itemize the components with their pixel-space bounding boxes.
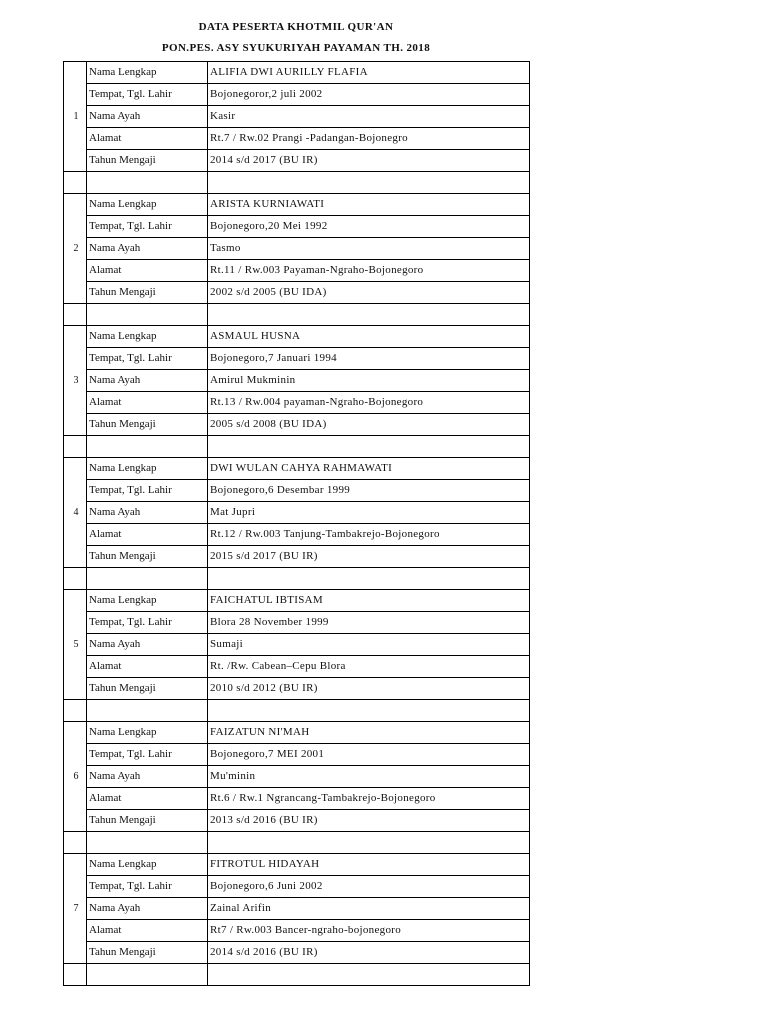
- field-label: Nama Ayah: [87, 634, 208, 656]
- table-row: [64, 656, 530, 678]
- field-value: Kasir: [208, 106, 530, 128]
- table-row: [64, 634, 530, 656]
- empty-cell: [64, 964, 87, 986]
- field-value: Bojonegoro,6 Desembar 1999: [208, 480, 530, 502]
- separator-row: [64, 568, 530, 590]
- table-row: [64, 942, 530, 964]
- field-value: Mu'minin: [208, 766, 530, 788]
- field-value: ALIFIA DWI AURILLY FLAFIA: [208, 62, 530, 84]
- participants-table: [63, 61, 530, 986]
- table-row: [64, 150, 530, 172]
- empty-cell: [87, 436, 208, 458]
- table-row: [64, 788, 530, 810]
- empty-cell: [208, 436, 530, 458]
- document-subtitle: PON.PES. ASY SYUKURIYAH PAYAMAN TH. 2018: [161, 42, 431, 54]
- field-label: Tempat, Tgl. Lahir: [87, 84, 208, 106]
- empty-cell: [64, 304, 87, 326]
- field-label: Alamat: [87, 392, 208, 414]
- table-row: [64, 62, 530, 84]
- field-value: 2014 s/d 2016 (BU IR): [208, 942, 530, 964]
- empty-cell: [87, 832, 208, 854]
- field-label: Tahun Mengaji: [87, 150, 208, 172]
- empty-cell: [87, 172, 208, 194]
- field-value: Rt. /Rw. Cabean–Cepu Blora: [208, 656, 530, 678]
- participant-number: 1: [64, 62, 87, 172]
- field-value: Mat Jupri: [208, 502, 530, 524]
- field-label: Nama Lengkap: [87, 590, 208, 612]
- participant-number: 6: [64, 722, 87, 832]
- empty-cell: [208, 304, 530, 326]
- table-row: [64, 766, 530, 788]
- table-row: [64, 106, 530, 128]
- table-row: [64, 876, 530, 898]
- field-label: Tempat, Tgl. Lahir: [87, 348, 208, 370]
- field-label: Nama Lengkap: [87, 194, 208, 216]
- participant-number: 5: [64, 590, 87, 700]
- table-row: [64, 370, 530, 392]
- empty-cell: [64, 568, 87, 590]
- field-label: Tahun Mengaji: [87, 942, 208, 964]
- field-label: Alamat: [87, 788, 208, 810]
- document-title: DATA PESERTA KHOTMIL QUR'AN: [198, 21, 394, 33]
- table-row: [64, 744, 530, 766]
- separator-row: [64, 832, 530, 854]
- empty-cell: [208, 568, 530, 590]
- field-label: Nama Ayah: [87, 238, 208, 260]
- table-row: [64, 238, 530, 260]
- table-row: [64, 898, 530, 920]
- separator-row: [64, 172, 530, 194]
- empty-cell: [87, 700, 208, 722]
- empty-cell: [87, 304, 208, 326]
- field-value: DWI WULAN CAHYA RAHMAWATI: [208, 458, 530, 480]
- empty-cell: [87, 568, 208, 590]
- field-label: Nama Lengkap: [87, 62, 208, 84]
- field-value: Rt.6 / Rw.1 Ngrancang-Tambakrejo-Bojonegoro: [208, 788, 530, 810]
- field-value: Rt.11 / Rw.003 Payaman-Ngraho-Bojonegoro: [208, 260, 530, 282]
- empty-cell: [208, 964, 530, 986]
- field-value: 2014 s/d 2017 (BU IR): [208, 150, 530, 172]
- field-value: 2002 s/d 2005 (BU IDA): [208, 282, 530, 304]
- field-label: Alamat: [87, 524, 208, 546]
- table-row: [64, 502, 530, 524]
- table-row: [64, 326, 530, 348]
- participant-number: 7: [64, 854, 87, 964]
- table-row: [64, 480, 530, 502]
- separator-row: [64, 436, 530, 458]
- field-label: Tempat, Tgl. Lahir: [87, 480, 208, 502]
- field-label: Alamat: [87, 128, 208, 150]
- field-label: Nama Ayah: [87, 370, 208, 392]
- table-row: [64, 590, 530, 612]
- table-row: [64, 282, 530, 304]
- empty-cell: [87, 964, 208, 986]
- empty-cell: [208, 832, 530, 854]
- field-label: Tempat, Tgl. Lahir: [87, 216, 208, 238]
- field-value: Bojonegoro,7 Januari 1994: [208, 348, 530, 370]
- field-label: Nama Ayah: [87, 766, 208, 788]
- field-label: Tahun Mengaji: [87, 282, 208, 304]
- separator-row: [64, 304, 530, 326]
- field-value: ARISTA KURNIAWATI: [208, 194, 530, 216]
- field-value: Rt7 / Rw.003 Bancer-ngraho-bojonegoro: [208, 920, 530, 942]
- field-value: Tasmo: [208, 238, 530, 260]
- empty-cell: [64, 832, 87, 854]
- field-value: Bojonegoro,6 Juni 2002: [208, 876, 530, 898]
- table-row: [64, 392, 530, 414]
- participant-number: 2: [64, 194, 87, 304]
- empty-cell: [208, 700, 530, 722]
- table-row: [64, 216, 530, 238]
- field-label: Nama Ayah: [87, 898, 208, 920]
- participant-number: 3: [64, 326, 87, 436]
- empty-cell: [208, 172, 530, 194]
- field-value: Amirul Mukminin: [208, 370, 530, 392]
- table-row: [64, 348, 530, 370]
- table-row: [64, 84, 530, 106]
- separator-row: [64, 700, 530, 722]
- field-value: Zainal Arifin: [208, 898, 530, 920]
- field-value: 2013 s/d 2016 (BU IR): [208, 810, 530, 832]
- table-row: [64, 194, 530, 216]
- table-row: [64, 920, 530, 942]
- field-label: Nama Ayah: [87, 106, 208, 128]
- table-row: [64, 612, 530, 634]
- table-row: [64, 810, 530, 832]
- field-value: Rt.13 / Rw.004 payaman-Ngraho-Bojonegoro: [208, 392, 530, 414]
- field-value: 2015 s/d 2017 (BU IR): [208, 546, 530, 568]
- field-label: Nama Lengkap: [87, 458, 208, 480]
- field-label: Nama Lengkap: [87, 854, 208, 876]
- field-value: 2010 s/d 2012 (BU IR): [208, 678, 530, 700]
- field-value: Sumaji: [208, 634, 530, 656]
- field-value: Blora 28 November 1999: [208, 612, 530, 634]
- field-label: Nama Lengkap: [87, 326, 208, 348]
- table-row: [64, 524, 530, 546]
- table-row: [64, 546, 530, 568]
- table-row: [64, 260, 530, 282]
- field-label: Tempat, Tgl. Lahir: [87, 744, 208, 766]
- field-value: ASMAUL HUSNA: [208, 326, 530, 348]
- field-value: Bojonegoro,7 MEI 2001: [208, 744, 530, 766]
- field-value: Rt.7 / Rw.02 Prangi -Padangan-Bojonegro: [208, 128, 530, 150]
- table-row: [64, 678, 530, 700]
- field-label: Nama Lengkap: [87, 722, 208, 744]
- empty-cell: [64, 700, 87, 722]
- field-label: Tahun Mengaji: [87, 414, 208, 436]
- field-label: Alamat: [87, 260, 208, 282]
- field-label: Tempat, Tgl. Lahir: [87, 612, 208, 634]
- field-label: Tahun Mengaji: [87, 678, 208, 700]
- table-row: [64, 854, 530, 876]
- table-row: [64, 722, 530, 744]
- field-value: Rt.12 / Rw.003 Tanjung-Tambakrejo-Bojonegoro: [208, 524, 530, 546]
- field-label: Alamat: [87, 656, 208, 678]
- table-row: [64, 458, 530, 480]
- empty-cell: [64, 436, 87, 458]
- empty-cell: [64, 172, 87, 194]
- field-value: FAICHATUL IBTISAM: [208, 590, 530, 612]
- field-label: Alamat: [87, 920, 208, 942]
- separator-row: [64, 964, 530, 986]
- field-label: Nama Ayah: [87, 502, 208, 524]
- field-label: Tempat, Tgl. Lahir: [87, 876, 208, 898]
- field-label: Tahun Mengaji: [87, 546, 208, 568]
- table-row: [64, 128, 530, 150]
- field-label: Tahun Mengaji: [87, 810, 208, 832]
- field-value: 2005 s/d 2008 (BU IDA): [208, 414, 530, 436]
- field-value: FITROTUL HIDAYAH: [208, 854, 530, 876]
- table-row: [64, 414, 530, 436]
- field-value: Bojonegoror,2 juli 2002: [208, 84, 530, 106]
- field-value: FAIZATUN NI'MAH: [208, 722, 530, 744]
- field-value: Bojonegoro,20 Mei 1992: [208, 216, 530, 238]
- participant-number: 4: [64, 458, 87, 568]
